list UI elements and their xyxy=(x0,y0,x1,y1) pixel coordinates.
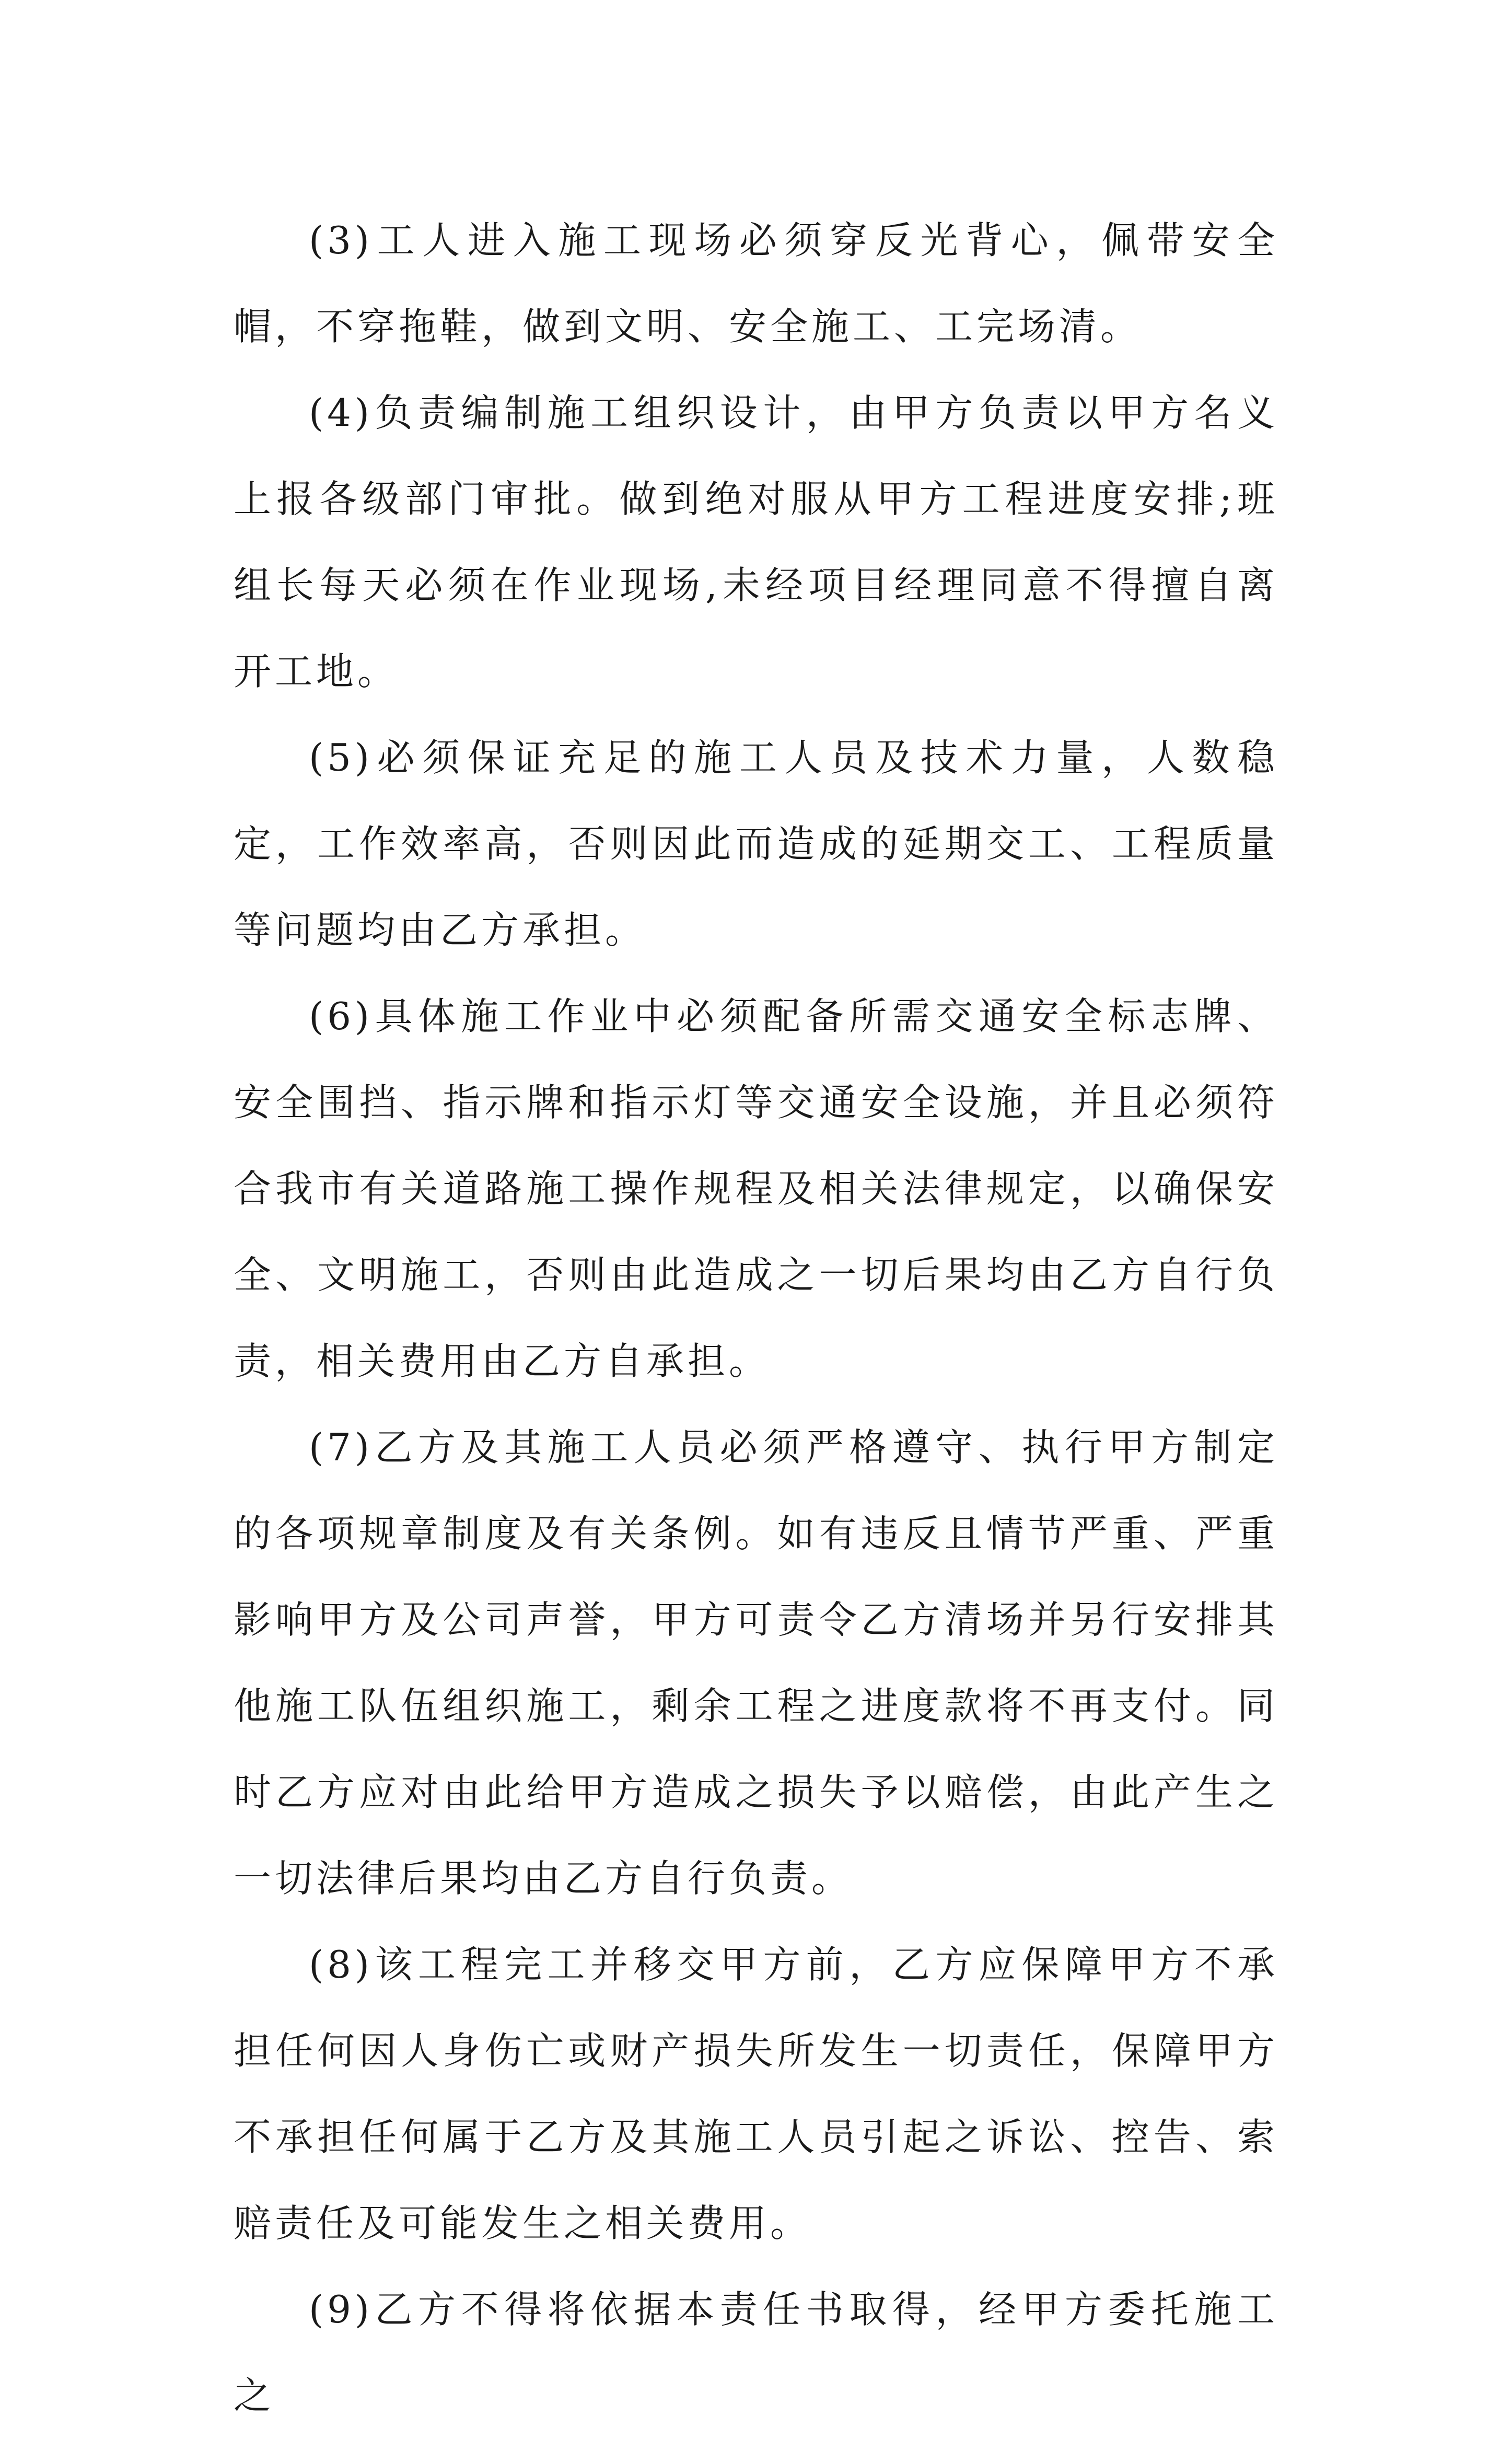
paragraph-clause-3: (3)工人进入施工现场必须穿反光背心，佩带安全帽，不穿拖鞋，做到文明、安全施工、工完场清。 xyxy=(234,218,1278,349)
paragraph-clause-7: (7)乙方及其施工人员必须严格遵守、执行甲方制定的各项规章制度及有关条例。如有违反且情节严重、严重影响甲方及公司声誉，甲方可责令乙方清场并另行安排其他施工队伍组织施工，剩余工程之进度款将不再支付。同时乙方应对由此给甲方造成之损失予以赔偿，由此产生之一切法律后果均由乙方自行负责。 xyxy=(234,1425,1278,1900)
paragraph-clause-6: (6)具体施工作业中必须配备所需交通安全标志牌、安全围挡、指示牌和指示灯等交通安全设施，并且必须符合我市有关道路施工操作规程及相关法律规定，以确保安全、文明施工，否则由此造成之一切后果均由乙方自行负责，相关费用由乙方自承担。 xyxy=(234,994,1278,1383)
document-body xyxy=(234,198,1278,2439)
paragraph-clause-5: (5)必须保证充足的施工人员及技术力量，人数稳定，工作效率高，否则因此而造成的延期交工、工程质量等问题均由乙方承担。 xyxy=(234,736,1278,952)
paragraph-clause-4: (4)负责编制施工组织设计，由甲方负责以甲方名义上报各级部门审批。做到绝对服从甲方工程进度安排;班组长每天必须在作业现场,未经项目经理同意不得擅自离开工地。 xyxy=(234,391,1278,693)
paragraph-clause-9: (9)乙方不得将依据本责任书取得，经甲方委托施工之 xyxy=(234,2287,1278,2418)
paragraph-clause-8: (8)该工程完工并移交甲方前，乙方应保障甲方不承担任何因人身伤亡或财产损失所发生一切责任，保障甲方不承担任何属于乙方及其施工人员引起之诉讼、控告、索赔责任及可能发生之相关费用。 xyxy=(234,1943,1278,2245)
